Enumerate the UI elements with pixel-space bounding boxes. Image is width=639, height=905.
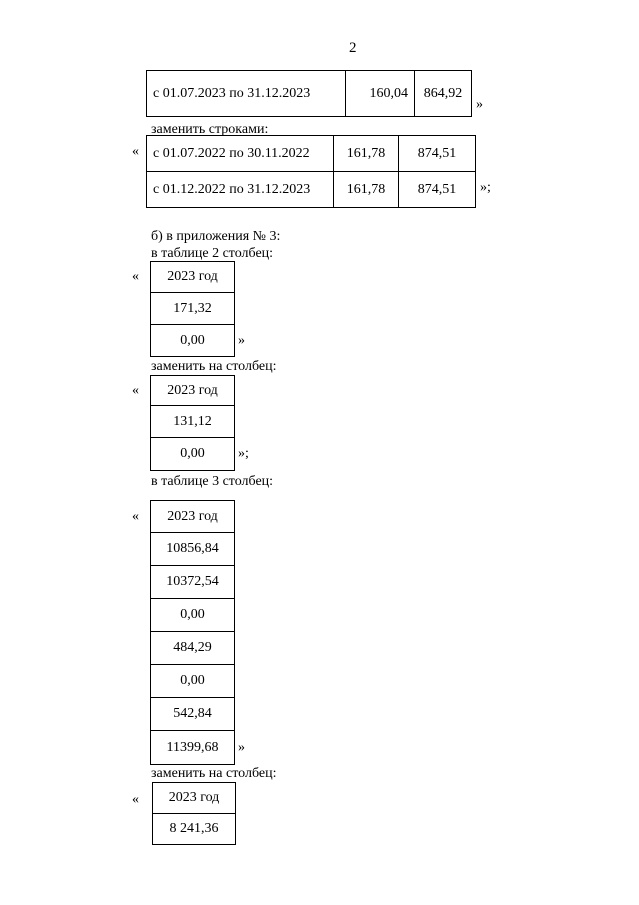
value-cell: 874,51 xyxy=(399,136,476,172)
value-cell: 0,00 xyxy=(151,325,235,357)
table-row xyxy=(151,293,235,325)
replace-column-text: заменить на столбец: xyxy=(151,766,277,781)
table-row xyxy=(151,533,235,566)
value-cell: 171,32 xyxy=(151,293,235,325)
closing-quote: » xyxy=(476,97,483,112)
period-cell: с 01.07.2022 по 30.11.2022 xyxy=(147,136,334,172)
closing-quote: »; xyxy=(480,180,491,195)
value-cell: 131,12 xyxy=(151,406,235,438)
value-cell: 161,78 xyxy=(334,172,399,208)
replace-rows-text: заменить строками: xyxy=(151,122,269,137)
section-heading: б) в приложения № 3: xyxy=(151,229,281,244)
value-cell: 161,78 xyxy=(334,136,399,172)
table-row xyxy=(153,814,236,845)
value-cell: 8 241,36 xyxy=(153,814,236,845)
period-cell: с 01.12.2022 по 31.12.2023 xyxy=(147,172,334,208)
table-row xyxy=(151,665,235,698)
page-number: 2 xyxy=(349,40,357,56)
table-row xyxy=(151,376,235,406)
table-row xyxy=(151,566,235,599)
table2-new-column xyxy=(150,375,235,471)
table-row xyxy=(151,406,235,438)
tariff-table-old xyxy=(146,70,472,117)
table2-text: в таблице 2 столбец: xyxy=(151,246,274,261)
replace-column-text: заменить на столбец: xyxy=(151,359,277,374)
column-header: 2023 год xyxy=(153,783,236,814)
table2-old-column xyxy=(150,261,235,357)
value-cell: 10856,84 xyxy=(151,533,235,566)
value-cell: 0,00 xyxy=(151,438,235,471)
opening-quote: « xyxy=(132,383,139,398)
table-row xyxy=(151,325,235,357)
table-row xyxy=(147,136,476,172)
value-cell: 160,04 xyxy=(346,71,415,117)
value-cell: 0,00 xyxy=(151,599,235,632)
column-header: 2023 год xyxy=(151,501,235,533)
table-row xyxy=(151,698,235,731)
opening-quote: « xyxy=(132,269,139,284)
value-cell: 864,92 xyxy=(415,71,472,117)
table-row xyxy=(147,71,472,117)
value-cell: 542,84 xyxy=(151,698,235,731)
table3-text: в таблице 3 столбец: xyxy=(151,474,274,489)
value-cell: 10372,54 xyxy=(151,566,235,599)
table-row xyxy=(151,632,235,665)
closing-quote: » xyxy=(238,740,245,755)
value-cell: 484,29 xyxy=(151,632,235,665)
closing-quote: » xyxy=(238,333,245,348)
column-header: 2023 год xyxy=(151,262,235,293)
table-row xyxy=(151,262,235,293)
table-row xyxy=(151,438,235,471)
column-header: 2023 год xyxy=(151,376,235,406)
table3-new-column xyxy=(152,782,236,845)
value-cell: 11399,68 xyxy=(151,731,235,765)
table-row xyxy=(151,599,235,632)
table3-old-column xyxy=(150,500,235,765)
table-row xyxy=(147,172,476,208)
closing-quote: »; xyxy=(238,446,249,461)
opening-quote: « xyxy=(132,144,139,159)
opening-quote: « xyxy=(132,792,139,807)
table-row xyxy=(153,783,236,814)
table-row xyxy=(151,501,235,533)
value-cell: 874,51 xyxy=(399,172,476,208)
value-cell: 0,00 xyxy=(151,665,235,698)
tariff-table-new xyxy=(146,135,476,208)
table-row xyxy=(151,731,235,765)
period-cell: с 01.07.2023 по 31.12.2023 xyxy=(147,71,346,117)
opening-quote: « xyxy=(132,509,139,524)
